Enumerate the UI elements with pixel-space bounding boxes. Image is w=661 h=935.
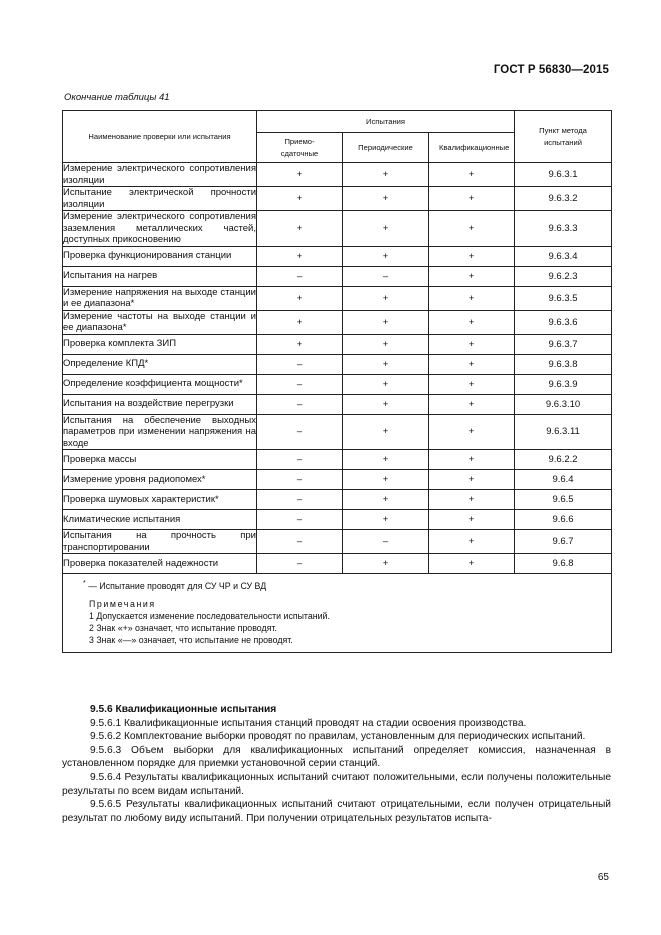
cell-acceptance: – <box>257 510 343 530</box>
col-header-group: Испытания <box>257 111 515 133</box>
cell-qualification: + <box>429 414 515 450</box>
row-name: Испытание электрической прочности изоляции <box>63 187 256 210</box>
cell-acceptance: + <box>257 187 343 211</box>
cell-periodic: + <box>343 310 429 334</box>
row-name: Измерение электрического сопротивления изоляции <box>63 163 256 186</box>
note-item: 2 Знак «+» означает, что испытание проводят. <box>89 622 277 633</box>
cell-periodic: + <box>343 211 429 247</box>
paragraph: 9.5.6.3 Объем выборки для квалификационных испытаний определяет комиссия, назначенная в установленном порядке для приемки установочной серии станций. <box>62 744 611 770</box>
paragraph: 9.5.6.1 Квалификационные испытания станций проводят на стадии освоения производства. <box>90 717 527 729</box>
cell-qualification: + <box>429 554 515 574</box>
cell-acceptance: – <box>257 554 343 574</box>
row-name: Проверка комплекта ЗИП <box>63 334 257 354</box>
cell-acceptance: + <box>257 163 343 187</box>
cell-periodic: + <box>343 334 429 354</box>
note-item: 3 Знак «—» означает, что испытание не проводят. <box>89 634 293 645</box>
section-heading: 9.5.6 Квалификационные испытания <box>90 704 277 715</box>
row-name: Проверка шумовых характеристик* <box>63 490 257 510</box>
footnote <box>83 578 603 592</box>
cell-qualification: + <box>429 490 515 510</box>
cell-qualification: + <box>429 354 515 374</box>
col-header-name: Наименование проверки или испытания <box>63 111 257 163</box>
cell-periodic: + <box>343 470 429 490</box>
cell-acceptance: – <box>257 374 343 394</box>
cell-acceptance: – <box>257 354 343 374</box>
row-name: Испытания на обеспечение выходных параметров при изменении напряжения на входе <box>63 414 256 449</box>
cell-acceptance: – <box>257 530 343 554</box>
cell-method: 9.6.6 <box>515 510 612 530</box>
cell-periodic: + <box>343 490 429 510</box>
row-name: Измерение уровня радиопомех* <box>63 470 257 490</box>
cell-method: 9.6.3.9 <box>515 374 612 394</box>
note-item: 1 Допускается изменение последовательности испытаний. <box>89 610 330 621</box>
cell-qualification: + <box>429 334 515 354</box>
cell-periodic: – <box>343 266 429 286</box>
cell-acceptance: + <box>257 310 343 334</box>
cell-method: 9.6.8 <box>515 554 612 574</box>
cell-qualification: + <box>429 211 515 247</box>
cell-qualification: + <box>429 510 515 530</box>
cell-acceptance: – <box>257 470 343 490</box>
cell-qualification: + <box>429 374 515 394</box>
table-notes <box>63 574 612 653</box>
cell-qualification: + <box>429 310 515 334</box>
row-name: Климатические испытания <box>63 510 257 530</box>
cell-qualification: + <box>429 163 515 187</box>
cell-method: 9.6.3.7 <box>515 334 612 354</box>
row-name: Измерение электрического сопротивления заземления металлических частей, доступных прикосновению <box>63 211 256 245</box>
cell-acceptance: – <box>257 266 343 286</box>
footnote-mark: * <box>83 580 86 587</box>
cell-periodic: + <box>343 374 429 394</box>
page-number: 65 <box>597 872 609 883</box>
cell-method: 9.6.3.4 <box>515 246 612 266</box>
cell-qualification: + <box>429 246 515 266</box>
cell-periodic: + <box>343 394 429 414</box>
cell-method: 9.6.2.3 <box>515 266 612 286</box>
cell-qualification: + <box>429 530 515 554</box>
row-name: Проверка показателей надежности <box>63 554 257 574</box>
cell-acceptance: – <box>257 414 343 450</box>
cell-qualification: + <box>429 187 515 211</box>
col-header-method: Пункт метода испытаний <box>515 111 612 163</box>
cell-periodic: + <box>343 187 429 211</box>
row-name: Определение коэффициента мощности* <box>63 374 257 394</box>
row-name: Испытания на воздействие перегрузки <box>63 394 257 414</box>
cell-periodic: + <box>343 286 429 310</box>
paragraph: 9.5.6.5 Результаты квалификационных испытаний считают отрицательными, если получен отрицательный результат по любому виду испытаний. При получении отрицательных результатов испыта- <box>62 799 611 824</box>
cell-method: 9.6.3.8 <box>515 354 612 374</box>
col-header-acceptance: Приемо-сдаточные <box>257 133 343 163</box>
cell-method: 9.6.3.10 <box>515 394 612 414</box>
footnote-text: — Испытание проводят для СУ ЧР и СУ ВД <box>88 580 267 591</box>
cell-periodic: + <box>343 163 429 187</box>
notes-title: Примечания <box>89 598 156 609</box>
cell-acceptance: + <box>257 334 343 354</box>
cell-method: 9.6.2.2 <box>515 450 612 470</box>
table-caption: Окончание таблицы 41 <box>64 92 170 103</box>
cell-qualification: + <box>429 394 515 414</box>
cell-periodic: + <box>343 450 429 470</box>
tests-table <box>62 110 612 653</box>
cell-periodic: + <box>343 554 429 574</box>
cell-acceptance: + <box>257 211 343 247</box>
row-name: Проверка функционирования станции <box>63 246 257 266</box>
cell-acceptance: – <box>257 394 343 414</box>
cell-method: 9.6.3.5 <box>515 286 612 310</box>
cell-acceptance: + <box>257 246 343 266</box>
cell-qualification: + <box>429 470 515 490</box>
document-code: ГОСТ Р 56830—2015 <box>493 64 609 76</box>
cell-method: 9.6.4 <box>515 470 612 490</box>
cell-qualification: + <box>429 266 515 286</box>
paragraph: 9.5.6.2 Комплектование выборки проводят по правилам, установленным для периодических испытаний. <box>90 731 586 743</box>
cell-periodic: – <box>343 530 429 554</box>
cell-acceptance: – <box>257 450 343 470</box>
row-name: Определение КПД* <box>63 354 257 374</box>
cell-periodic: + <box>343 354 429 374</box>
cell-acceptance: + <box>257 286 343 310</box>
cell-periodic: + <box>343 414 429 450</box>
row-name: Проверка массы <box>63 450 257 470</box>
row-name: Испытания на прочность при транспортировании <box>63 530 256 553</box>
cell-method: 9.6.3.1 <box>515 163 612 187</box>
cell-periodic: + <box>343 510 429 530</box>
cell-method: 9.6.3.3 <box>515 211 612 247</box>
cell-qualification: + <box>429 450 515 470</box>
cell-method: 9.6.5 <box>515 490 612 510</box>
row-name: Измерение напряжения на выходе станции и ее диапазона* <box>63 286 256 309</box>
cell-method: 9.6.3.2 <box>515 187 612 211</box>
cell-method: 9.6.3.11 <box>515 414 612 450</box>
section-body <box>62 703 611 825</box>
row-name: Измерение частоты на выходе станции и ее диапазона* <box>63 310 256 333</box>
cell-method: 9.6.7 <box>515 530 612 554</box>
cell-acceptance: – <box>257 490 343 510</box>
col-header-periodic: Периодические <box>343 133 429 163</box>
col-header-qualification: Квалификационные <box>429 133 515 163</box>
cell-method: 9.6.3.6 <box>515 310 612 334</box>
cell-qualification: + <box>429 286 515 310</box>
row-name: Испытания на нагрев <box>63 266 257 286</box>
paragraph: 9.5.6.4 Результаты квалификационных испытаний считают положительными, если получены положительные результаты по всем видам испытаний. <box>62 771 611 797</box>
cell-periodic: + <box>343 246 429 266</box>
